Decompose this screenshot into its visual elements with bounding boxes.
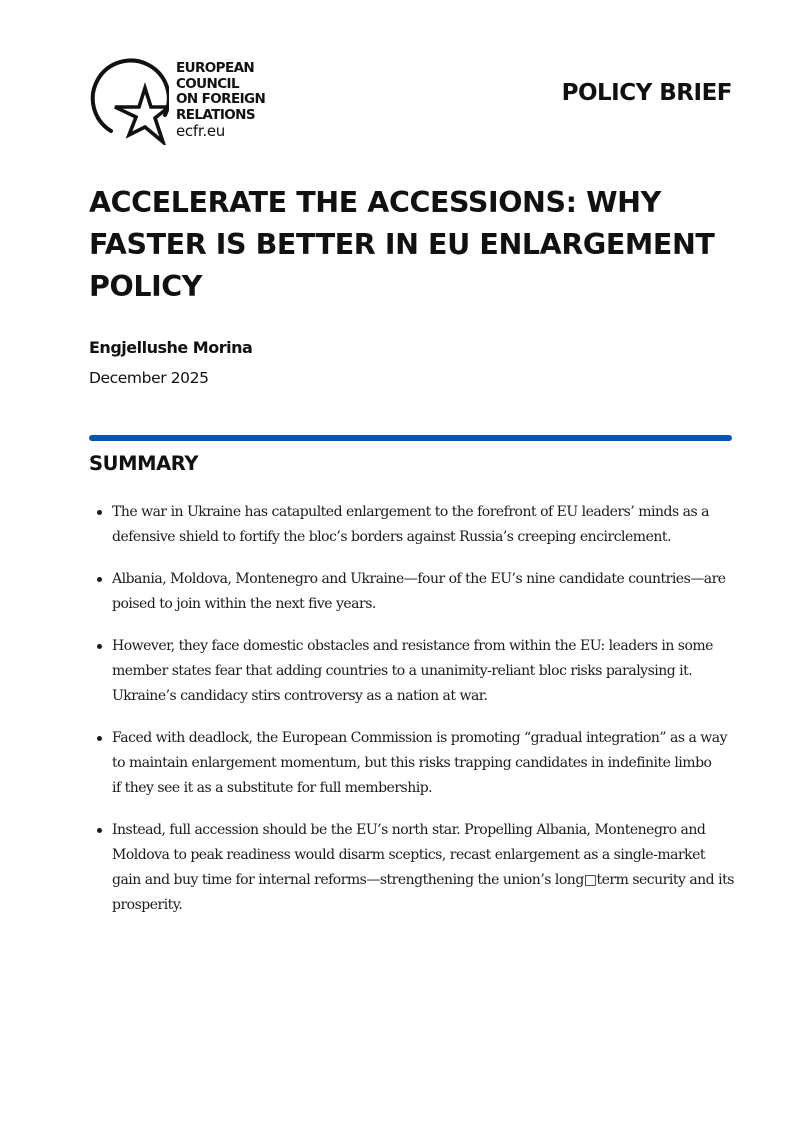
summary-item bbox=[96, 634, 736, 709]
bullet-icon bbox=[97, 510, 102, 515]
summary-line: member states fear that adding countries to a unanimity-reliant bloc risks paralysing it. bbox=[112, 663, 693, 679]
summary-item bbox=[96, 726, 736, 801]
title-line: ACCELERATE THE ACCESSIONS: WHY bbox=[89, 186, 661, 219]
summary-heading: SUMMARY bbox=[89, 452, 199, 475]
summary-list bbox=[96, 500, 736, 935]
logo-line: EUROPEAN bbox=[176, 60, 255, 76]
summary-line: to maintain enlargement momentum, but this risks trapping candidates in indefinite limbo bbox=[112, 755, 712, 771]
logo-line: COUNCIL bbox=[176, 75, 239, 92]
title-line: POLICY bbox=[89, 270, 203, 303]
ecfr-logo bbox=[89, 53, 279, 145]
logo-wordmark bbox=[176, 61, 265, 139]
summary-item bbox=[96, 818, 736, 918]
circle-star-logo-icon bbox=[89, 53, 169, 145]
author-name: Engjellushe Morina bbox=[89, 338, 253, 357]
page-title bbox=[89, 182, 729, 308]
summary-line: However, they face domestic obstacles and resistance from within the EU: leaders in some bbox=[112, 638, 713, 654]
section-divider bbox=[89, 435, 732, 441]
summary-line: Instead, full accession should be the EU’s north star. Propelling Albania, Montenegro and bbox=[112, 822, 706, 838]
bullet-icon bbox=[97, 828, 102, 833]
document-type-label: POLICY BRIEF bbox=[561, 80, 732, 106]
summary-line: Moldova to peak readiness would disarm sceptics, recast enlargement as a single-market bbox=[112, 847, 706, 863]
bullet-icon bbox=[97, 736, 102, 741]
logo-url: ecfr.eu bbox=[176, 122, 225, 140]
bullet-icon bbox=[97, 644, 102, 649]
logo-line: RELATIONS bbox=[176, 106, 255, 123]
summary-line: Ukraine’s candidacy stirs controversy as a nation at war. bbox=[112, 688, 488, 704]
summary-item bbox=[96, 567, 736, 617]
summary-line: if they see it as a substitute for full membership. bbox=[112, 780, 433, 796]
logo-line: ON FOREIGN bbox=[176, 91, 266, 107]
title-line: FASTER IS BETTER IN EU ENLARGEMENT bbox=[89, 228, 715, 261]
summary-line: Albania, Moldova, Montenegro and Ukraine—four of the EU’s nine candidate countries—are bbox=[112, 571, 726, 587]
bullet-icon bbox=[97, 577, 102, 582]
summary-line: defensive shield to fortify the bloc’s borders against Russia’s creeping encirclement. bbox=[112, 529, 671, 545]
summary-line: poised to join within the next five years. bbox=[112, 596, 376, 612]
summary-line: The war in Ukraine has catapulted enlargement to the forefront of EU leaders’ minds as a bbox=[112, 504, 709, 520]
summary-line: prosperity. bbox=[112, 897, 183, 913]
summary-line: gain and buy time for internal reforms—strengthening the union’s long□term security and its bbox=[112, 872, 734, 888]
summary-line: Faced with deadlock, the European Commission is promoting “gradual integration” as a way bbox=[112, 730, 728, 746]
publication-date: December 2025 bbox=[89, 369, 209, 387]
summary-item bbox=[96, 500, 736, 550]
